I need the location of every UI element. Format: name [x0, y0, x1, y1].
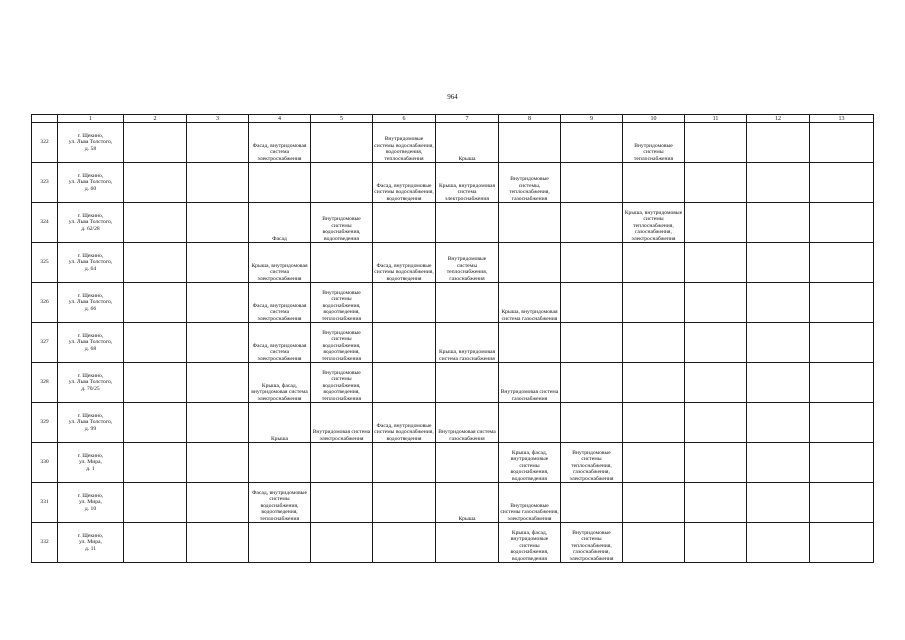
work-cell-col-6: Фасад, внутридомовые системы водоснабжения, водоотведения [373, 243, 436, 283]
table-row [32, 403, 874, 443]
work-cell-col-9 [561, 203, 623, 243]
column-header-row [32, 115, 874, 123]
address-line: ул. Мира, [79, 459, 102, 466]
work-cell-col-4: Фасад [249, 203, 311, 243]
work-cell-col-5 [311, 483, 373, 523]
work-cell-col-4 [249, 523, 311, 563]
work-cell-col-8 [499, 403, 561, 443]
work-cell-col-10 [623, 363, 685, 403]
address-cell [58, 243, 124, 283]
work-cell-col-6 [373, 523, 436, 563]
address-line: ул. Льва Толстого, [68, 419, 113, 426]
address-line: д. 62/28 [81, 225, 100, 232]
row-number: 332 [32, 523, 58, 563]
work-cell-col-9: Внутридомовые системы теплоснабжения, газоснабжения, электроснабжения [561, 443, 623, 483]
address-line: д. 11 [84, 545, 97, 552]
address-line: г. Щекино, [77, 532, 104, 539]
table-row [32, 323, 874, 363]
address-line: д. 66 [84, 305, 97, 312]
work-cell-col-4: Крыша, внутридомовая система электроснабжения [249, 243, 311, 283]
address-line: ул. Мира, [79, 539, 102, 546]
work-cell-col-6 [373, 483, 436, 523]
work-cell-col-3 [187, 283, 249, 323]
row-number: 331 [32, 483, 58, 523]
work-cell-col-4: Фасад, внутридомовая система электроснабжения [249, 123, 311, 163]
address-line: ул. Льва Толстого, [68, 179, 113, 186]
work-cell-col-12 [747, 363, 810, 403]
work-cell-col-9 [561, 163, 623, 203]
work-cell-col-8 [499, 243, 561, 283]
work-cell-col-7 [436, 443, 499, 483]
work-cell-col-13 [810, 203, 874, 243]
work-cell-col-6 [373, 203, 436, 243]
work-cell-col-13 [810, 283, 874, 323]
address-line: ул. Льва Толстого, [68, 379, 113, 386]
work-cell-col-8: Крыша, фасад, внутридомовые системы водоснабжения, водоотведения [499, 523, 561, 563]
address-line: ул. Мира, [79, 499, 102, 506]
work-cell-col-7: Крыша [436, 483, 499, 523]
work-cell-col-12 [747, 403, 810, 443]
address-cell [58, 283, 124, 323]
work-cell-col-2 [124, 123, 187, 163]
address-cell [58, 403, 124, 443]
table-row [32, 363, 874, 403]
work-cell-col-2 [124, 203, 187, 243]
work-cell-col-13 [810, 163, 874, 203]
work-cell-col-11 [685, 483, 747, 523]
work-cell-col-11 [685, 523, 747, 563]
address-line: г. Щекино, [77, 372, 104, 379]
work-cell-col-6 [373, 363, 436, 403]
work-cell-col-9 [561, 363, 623, 403]
address-line: ул. Льва Толстого, [68, 299, 113, 306]
address-line: д. 70/25 [81, 385, 100, 392]
address-line: г. Щекино, [77, 412, 104, 419]
address-cell [58, 443, 124, 483]
address-line: д. 99 [84, 425, 97, 432]
address-cell [58, 483, 124, 523]
work-cell-col-12 [747, 203, 810, 243]
row-number: 330 [32, 443, 58, 483]
work-cell-col-7 [436, 523, 499, 563]
work-cell-col-11 [685, 123, 747, 163]
column-header-4: 4 [249, 115, 311, 123]
work-cell-col-4: Крыша, фасад, внутридомовая система электроснабжения [249, 363, 311, 403]
work-cell-col-5 [311, 163, 373, 203]
work-cell-col-7: Крыша [436, 123, 499, 163]
address-line: д. 10 [84, 505, 97, 512]
row-number: 329 [32, 403, 58, 443]
table-row [32, 443, 874, 483]
address-line: г. Щекино, [77, 292, 104, 299]
work-cell-col-13 [810, 243, 874, 283]
work-cell-col-13 [810, 443, 874, 483]
table-row [32, 243, 874, 283]
work-cell-col-5: Внутридомовые системы водоснабжения, водоотведения [311, 203, 373, 243]
column-header-7: 7 [436, 115, 499, 123]
work-cell-col-7 [436, 363, 499, 403]
work-cell-col-3 [187, 523, 249, 563]
work-cell-col-7 [436, 203, 499, 243]
work-cell-col-4: Фасад, внутридомовая система электроснабжения [249, 323, 311, 363]
address-cell [58, 163, 124, 203]
column-header-13: 13 [810, 115, 874, 123]
column-header-1: 1 [58, 115, 124, 123]
work-cell-col-10 [623, 283, 685, 323]
work-cell-col-3 [187, 323, 249, 363]
work-cell-col-4: Фасад, внутридомовые системы водоснабжения, водоотведения, теплоснабжения [249, 483, 311, 523]
work-cell-col-3 [187, 403, 249, 443]
work-cell-col-11 [685, 163, 747, 203]
work-cell-col-13 [810, 323, 874, 363]
address-line: г. Щекино, [77, 452, 104, 459]
work-cell-col-12 [747, 523, 810, 563]
address-line: г. Щекино, [77, 172, 104, 179]
address-line: д. 60 [84, 185, 97, 192]
address-line: ул. Льва Толстого, [68, 259, 113, 266]
work-cell-col-9 [561, 243, 623, 283]
work-cell-col-5: Внутридомовые системы водоснабжения, водоотведения, теплоснабжения [311, 363, 373, 403]
work-cell-col-9 [561, 483, 623, 523]
work-cell-col-13 [810, 483, 874, 523]
work-cell-col-9: Внутридомовые системы теплоснабжения, газоснабжения, электроснабжения [561, 523, 623, 563]
address-line: г. Щекино, [77, 252, 104, 259]
column-header-9: 9 [561, 115, 623, 123]
work-cell-col-7: Крыша, внутридомовая система газоснабжения [436, 323, 499, 363]
work-cell-col-5 [311, 243, 373, 283]
work-cell-col-10 [623, 243, 685, 283]
row-number: 326 [32, 283, 58, 323]
work-cell-col-6: Фасад, внутридомовые системы водоснабжения, водоотведения [373, 163, 436, 203]
work-cell-col-5: Внутридомовая система электроснабжения [311, 403, 373, 443]
work-cell-col-6 [373, 283, 436, 323]
work-cell-col-4: Крыша [249, 403, 311, 443]
work-cell-col-2 [124, 403, 187, 443]
table-row [32, 483, 874, 523]
work-cell-col-6: Фасад, внутридомовые системы водоснабжения, водоотведения [373, 403, 436, 443]
work-cell-col-10 [623, 163, 685, 203]
address-line: ул. Льва Толстого, [68, 139, 113, 146]
address-line: ул. Льва Толстого, [68, 339, 113, 346]
work-cell-col-10 [623, 443, 685, 483]
column-header-10: 10 [623, 115, 685, 123]
row-number: 325 [32, 243, 58, 283]
work-cell-col-3 [187, 163, 249, 203]
work-cell-col-8 [499, 123, 561, 163]
address-line: д. 1 [86, 465, 95, 472]
row-number: 324 [32, 203, 58, 243]
address-cell [58, 123, 124, 163]
work-cell-col-3 [187, 203, 249, 243]
address-cell [58, 523, 124, 563]
column-header-6: 6 [373, 115, 436, 123]
address-line: д. 58 [84, 145, 97, 152]
work-cell-col-7 [436, 283, 499, 323]
work-cell-col-3 [187, 443, 249, 483]
work-cell-col-11 [685, 283, 747, 323]
work-cell-col-6: Внутридомовые системы водоснабжения, водоотведения, теплоснабжения [373, 123, 436, 163]
work-cell-col-4 [249, 163, 311, 203]
work-cell-col-8 [499, 323, 561, 363]
row-number: 323 [32, 163, 58, 203]
table-row [32, 123, 874, 163]
work-cell-col-8: Крыша, внутридомовая система газоснабжения [499, 283, 561, 323]
work-cell-col-2 [124, 283, 187, 323]
column-header-8: 8 [499, 115, 561, 123]
work-cell-col-5: Внутридомовые системы водоснабжения, водоотведения, теплоснабжения [311, 283, 373, 323]
address-line: д. 64 [84, 265, 97, 272]
address-cell [58, 363, 124, 403]
work-cell-col-11 [685, 363, 747, 403]
work-cell-col-13 [810, 363, 874, 403]
address-line: ул. Льва Толстого, [68, 219, 113, 226]
work-cell-col-3 [187, 123, 249, 163]
work-cell-col-10: Внутридомовые системы теплоснабжения [623, 123, 685, 163]
work-cell-col-7: Крыша, внутридомовая система электроснабжения [436, 163, 499, 203]
table-row [32, 283, 874, 323]
work-cell-col-13 [810, 123, 874, 163]
work-cell-col-4 [249, 443, 311, 483]
work-cell-col-5 [311, 523, 373, 563]
work-cell-col-11 [685, 443, 747, 483]
table-row [32, 163, 874, 203]
address-cell [58, 203, 124, 243]
work-cell-col-8: Внутридомовые системы, теплоснабжения, газоснабжения [499, 163, 561, 203]
work-cell-col-13 [810, 403, 874, 443]
address-line: г. Щекино, [77, 492, 104, 499]
work-cell-col-5 [311, 123, 373, 163]
work-cell-col-8 [499, 203, 561, 243]
work-cell-col-6 [373, 323, 436, 363]
work-cell-col-9 [561, 283, 623, 323]
column-header-2: 2 [124, 115, 187, 123]
work-cell-col-3 [187, 243, 249, 283]
work-cell-col-11 [685, 323, 747, 363]
work-cell-col-2 [124, 323, 187, 363]
column-header-5: 5 [311, 115, 373, 123]
work-cell-col-3 [187, 483, 249, 523]
work-cell-col-2 [124, 523, 187, 563]
row-number: 328 [32, 363, 58, 403]
address-cell [58, 323, 124, 363]
work-cell-col-12 [747, 163, 810, 203]
work-cell-col-10 [623, 403, 685, 443]
address-line: г. Щекино, [77, 212, 104, 219]
work-cell-col-12 [747, 123, 810, 163]
work-cell-col-8: Внутридомовые системы газоснабжения, электроснабжения [499, 483, 561, 523]
column-header-3: 3 [187, 115, 249, 123]
repair-schedule-table [31, 114, 874, 563]
work-cell-col-8: Внутридомовая система газоснабжения [499, 363, 561, 403]
work-cell-col-2 [124, 163, 187, 203]
work-cell-col-10: Крыша, внутридомовые системы теплоснабжения, газоснабжения, электроснабжения [623, 203, 685, 243]
column-header-12: 12 [747, 115, 810, 123]
work-cell-col-10 [623, 483, 685, 523]
row-number: 327 [32, 323, 58, 363]
page-number: 964 [447, 93, 458, 101]
work-cell-col-10 [623, 523, 685, 563]
work-cell-col-7: Внутридомовая система газоснабжения [436, 403, 499, 443]
address-line: г. Щекино, [77, 132, 104, 139]
table-row [32, 523, 874, 563]
work-cell-col-11 [685, 203, 747, 243]
address-line: д. 68 [84, 345, 97, 352]
work-cell-col-9 [561, 123, 623, 163]
work-cell-col-12 [747, 323, 810, 363]
table-row [32, 203, 874, 243]
work-cell-col-4: Фасад, внутридомовая система электроснабжения [249, 283, 311, 323]
work-cell-col-2 [124, 483, 187, 523]
work-cell-col-6 [373, 443, 436, 483]
work-cell-col-7: Внутридомовые системы теплоснабжения, газоснабжения [436, 243, 499, 283]
work-cell-col-11 [685, 243, 747, 283]
column-header-rownum [32, 115, 58, 123]
work-cell-col-8: Крыша, фасад, внутридомовые системы водоснабжения, водоотведения [499, 443, 561, 483]
work-cell-col-5 [311, 443, 373, 483]
column-header-11: 11 [685, 115, 747, 123]
work-cell-col-3 [187, 363, 249, 403]
work-cell-col-9 [561, 323, 623, 363]
work-cell-col-12 [747, 283, 810, 323]
address-line: г. Щекино, [77, 332, 104, 339]
work-cell-col-12 [747, 483, 810, 523]
work-cell-col-10 [623, 323, 685, 363]
work-cell-col-13 [810, 523, 874, 563]
row-number: 322 [32, 123, 58, 163]
work-cell-col-9 [561, 403, 623, 443]
work-cell-col-2 [124, 363, 187, 403]
work-cell-col-5: Внутридомовые системы водоснабжения, водоотведения, теплоснабжения [311, 323, 373, 363]
work-cell-col-2 [124, 443, 187, 483]
work-cell-col-12 [747, 243, 810, 283]
work-cell-col-2 [124, 243, 187, 283]
work-cell-col-11 [685, 403, 747, 443]
work-cell-col-12 [747, 443, 810, 483]
